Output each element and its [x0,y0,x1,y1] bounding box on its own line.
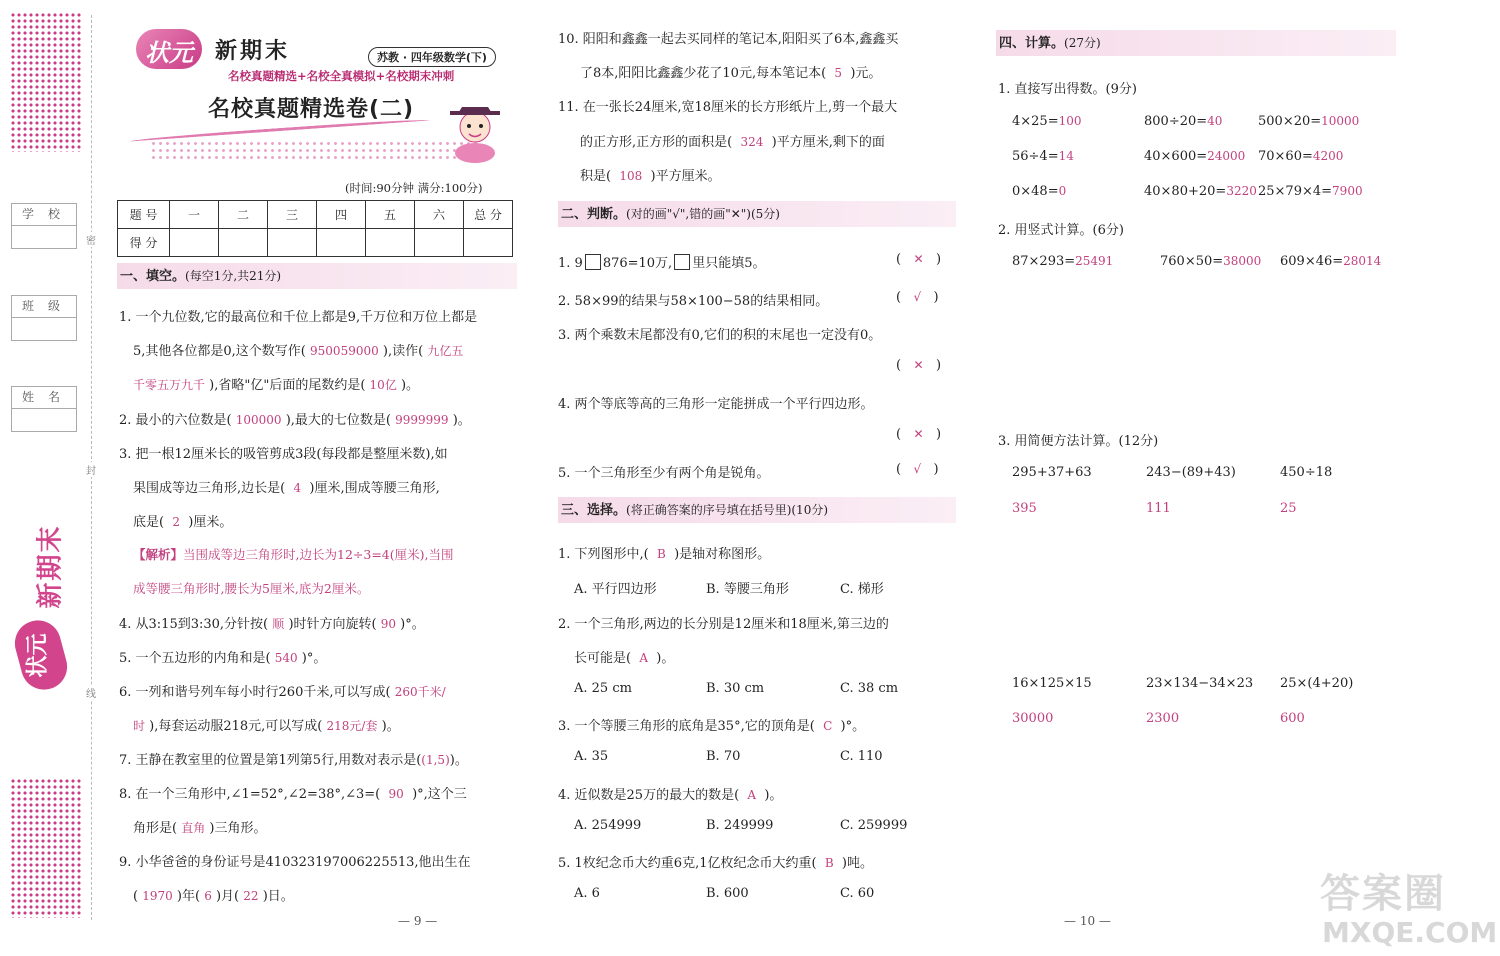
answer: 600 [1280,711,1305,726]
calc-item: 800÷20=40 [1144,114,1223,129]
answer: 100000 [235,413,282,427]
score-cell[interactable] [415,229,464,257]
seal-mark-xian: 线 [86,685,96,700]
choice-option: B. 30 cm [706,681,765,696]
class-field[interactable] [11,295,77,341]
watermark-url: MXQE.COM [1322,916,1498,949]
calc-item: 609×46=28014 [1280,254,1382,269]
q1-line3: 千零五万九千 ),省略"亿"后面的尾数约是( 10亿 )。 [133,378,420,393]
class-label: 班级 [12,296,76,318]
score-row [118,229,513,257]
choice-option: C. 梯形 [840,582,884,597]
calc-item: 4×25=100 [1012,114,1082,129]
answer: 30000 [1012,711,1054,726]
section-2-subtitle: (对的画"√",错的画"✕")(5分) [626,207,780,221]
score-cell[interactable] [317,229,366,257]
choice-option: B. 等腰三角形 [706,582,789,597]
calc-item: 243−(89+43) [1146,465,1236,480]
answer: 90 [388,787,404,801]
calc-item: 760×50=38000 [1160,254,1262,269]
answer: 5 [834,66,843,80]
header-dot-band [150,140,480,162]
choice-option: C. 60 [840,886,875,901]
calc-item: 500×20=10000 [1258,114,1360,129]
tagline: 名校真题精选+名校全真模拟+名校期末冲刺 [228,69,455,83]
answer: 218元/套 [326,719,378,733]
judge-4: 4. 两个等底等高的三角形一定能拼成一个平行四边形。 [558,397,874,412]
answer: 2 [172,515,180,529]
q1-line2: 5,其他各位都是0,这个数写作( 950059000 ),读作( 九亿五 [133,344,464,359]
choice-option: B. 70 [706,749,741,764]
choice-option: A. 35 [574,749,609,764]
q9-line1: 9. 小华爸爸的身份证号是410323197006225513,他出生在 [119,855,471,870]
judge-2-answer: ( √ ) [896,290,939,305]
q3-line1: 3. 把一根12厘米长的吸管剪成3段(每段都是整厘米数),如 [119,447,448,462]
answer: 时 [133,719,146,733]
answer: 324 [740,135,764,149]
answer: 111 [1146,501,1171,516]
paper-title: 名校真题精选卷(二) [208,97,415,122]
answer: 10亿 [369,378,397,392]
logo-text: 状元 [145,39,193,67]
score-table [117,200,513,257]
scholar-mascot-icon [440,95,510,165]
choice-option: A. 25 cm [574,681,632,696]
answer: ✕ [913,427,924,441]
calc-item: 23×134−34×23 [1146,676,1254,691]
judge-5-answer: ( √ ) [896,462,939,477]
name-label: 姓名 [12,387,76,409]
q6-line2: 时 ),每套运动服218元,可以写成( 218元/套 )。 [133,719,400,734]
choice-option: C. 110 [840,749,883,764]
name-field[interactable] [11,386,77,432]
score-header-cell: 四 [317,201,366,229]
section-3-subtitle: (将正确答案的序号填在括号里)(10分) [626,503,829,517]
middle-column [558,28,958,908]
decorative-dot-pattern-bottom [10,778,82,918]
answer: B [657,547,666,561]
left-column [119,306,519,906]
calc-item: 40×80+20=3220 [1144,184,1257,199]
score-cell[interactable] [366,229,415,257]
score-header-cell: 三 [268,201,317,229]
right-column [998,78,1398,758]
school-field[interactable] [11,203,77,249]
choice-option: B. 600 [706,886,749,901]
brand-name: 新期末 [215,39,291,64]
q3-line3: 底是( 2 )厘米。 [133,515,233,530]
answer: 950059000 [310,344,379,358]
q8-line1: 8. 在一个三角形中,∠1=52°,∠2=38°,∠3=( 90 )°,这个三 [119,787,467,802]
section-4-header [996,30,1396,56]
answer: 1970 [142,889,173,903]
choice-option: B. 249999 [706,818,774,833]
calc-item: 40×600=24000 [1144,149,1246,164]
score-cell[interactable] [219,229,268,257]
vertical-brand: 新期末 [35,524,66,609]
answer: √ [913,290,922,304]
section-2-header [558,201,956,227]
score-header-row [118,201,513,229]
q5: 5. 一个五边形的内角和是( 540 )°。 [119,651,327,666]
answer: 25 [1280,501,1297,516]
q3-line2: 果围成等边三角形,边长是( 4 )厘米,围成等腰三角形, [133,481,440,496]
judge-1: 1. 9 876=10万, 里只能填5。 [558,256,766,271]
answer: 108 [619,169,643,183]
q10-line2: 了8本,阳阳比鑫鑫少花了10元,每本笔记本( 5 )元。 [580,66,882,81]
q2: 2. 最小的六位数是( 100000 ),最大的七位数是( 9999999 )。 [119,413,471,428]
choice-option: A. 254999 [574,818,642,833]
answer: (1,5) [421,753,450,767]
choice-2-line2: 长可能是( A )。 [574,651,675,666]
answer: 千零五万九千 [133,378,206,392]
choice-option: A. 6 [574,886,600,901]
blank-box [674,254,690,270]
page-number-right: — 10 — [1064,914,1111,928]
q8-line2: 角形是( 直角 )三角形。 [133,821,267,836]
calc-item: 16×125×15 [1012,676,1092,691]
section-3-header [558,497,956,523]
answer: A [639,651,649,665]
answer: 4 [293,481,302,495]
score-header-cell: 一 [170,201,219,229]
q11-line3: 积是( 108 )平方厘米。 [580,169,721,184]
answer: 90 [380,617,397,631]
calc1-title: 1. 直接写出得数。(9分) [998,82,1137,97]
calc-item: 25×79×4=7900 [1258,184,1363,199]
section-2-title: 二、判断。 [561,207,627,222]
choice-3: 3. 一个等腰三角形的底角是35°,它的顶角是( C )°。 [558,719,866,734]
calc-item: 25×(4+20) [1280,676,1354,691]
calc-item: 70×60=4200 [1258,149,1344,164]
calc3-title: 3. 用简便方法计算。(12分) [998,434,1159,449]
q10-line1: 10. 阳阳和鑫鑫一起去买同样的笔记本,阳阳买了6本,鑫鑫买 [558,32,899,47]
calc-item: 450÷18 [1280,465,1333,480]
score-cell[interactable] [268,229,317,257]
calc-item: 56÷4=14 [1012,149,1074,164]
choice-4: 4. 近似数是25万的最大的数是( A )。 [558,788,783,803]
blank-box [585,254,601,270]
judge-4-answer: ( ✕ ) [896,427,942,442]
score-cell[interactable] [170,229,219,257]
answer: 260千米/ [394,685,446,699]
answer: 540 [274,651,298,665]
q11-line2: 的正方形,正方形的面积是( 324 )平方厘米,剩下的面 [580,135,885,150]
answer: ✕ [913,358,924,372]
score-header-cell: 六 [415,201,464,229]
judge-1-answer: ( ✕ ) [896,252,942,267]
seal-mark-feng: 封 [86,462,96,477]
answer: 22 [243,889,259,903]
edition-badge: 苏教 · 四年级数学(下) [368,47,496,67]
judge-2: 2. 58×99的结果与58×100−58的结果相同。 [558,294,829,309]
score-header-cell: 题 号 [118,201,170,229]
school-label: 学校 [12,204,76,226]
score-header-cell: 五 [366,201,415,229]
choice-2-line1: 2. 一个三角形,两边的长分别是12厘米和18厘米,第三边的 [558,617,889,632]
analysis-line2: 成等腰三角形时,腰长为5厘米,底为2厘米。 [133,581,370,596]
q7: 7. 王静在教室里的位置是第1列第5行,用数对表示是((1,5))。 [119,753,468,768]
watermark-title: 答案圈 [1320,871,1446,917]
calc-item: 87×293=25491 [1012,254,1114,269]
time-info: (时间:90分钟 满分:100分) [345,181,483,195]
decorative-dot-pattern-top [10,12,82,152]
calc-item: 295+37+63 [1012,465,1092,480]
seal-mark-mi: 密 [86,232,96,247]
answer: 6 [204,889,212,903]
section-4-subtitle: (27分) [1064,36,1101,50]
score-header-cell: 总 分 [464,201,513,229]
answer: 九亿五 [427,344,464,358]
judge-3: 3. 两个乘数末尾都没有0,它们的积的末尾也一定没有0。 [558,328,882,343]
q9-line2: ( 1970 )年( 6 )月( 22 )日。 [133,889,294,904]
answer: 2300 [1146,711,1180,726]
page-number-left: — 9 — [398,914,438,928]
answer: √ [913,462,922,476]
calc2-title: 2. 用竖式计算。(6分) [998,223,1124,238]
choice-5: 5. 1枚纪念币大约重6克,1亿枚纪念币大约重( B )吨。 [558,856,873,871]
answer: 9999999 [395,413,449,427]
judge-5: 5. 一个三角形至少有两个角是锐角。 [558,466,770,481]
answer: 直角 [181,821,206,835]
answer: ✕ [913,252,924,266]
choice-option: A. 平行四边形 [574,582,657,597]
choice-option: C. 259999 [840,818,908,833]
analysis-line1: 【解析】当围成等边三角形时,边长为12÷3=4(厘米),当围 [133,547,454,562]
score-row-label: 得 分 [118,229,170,257]
answer: 顺 [272,617,285,631]
section-3-title: 三、选择。 [561,503,627,518]
answer: 395 [1012,501,1037,516]
answer: A [747,788,757,802]
section-1-subtitle: (每空1分,共21分) [185,269,282,283]
judge-3-answer: ( ✕ ) [896,358,942,373]
answer: C [823,719,833,733]
q1-line1: 1. 一个九位数,它的最高位和千位上都是9,千万位和万位上都是 [119,310,478,325]
section-4-title: 四、计算。 [999,36,1065,51]
q11-line1: 11. 在一张长24厘米,宽18厘米的长方形纸片上,剪一个最大 [558,100,898,115]
q4: 4. 从3:15到3:30,分针按( 顺 )时针方向旋转( 90 )°。 [119,617,425,632]
vertical-logo: 状元 [25,633,51,678]
choice-option: C. 38 cm [840,681,899,696]
calc-item: 0×48=0 [1012,184,1067,199]
score-header-cell: 二 [219,201,268,229]
answer: B [824,856,834,870]
section-1-title: 一、填空。 [120,269,186,284]
section-1-header [117,263,517,289]
score-cell[interactable] [464,229,513,257]
choice-1: 1. 下列图形中,( B )是轴对称图形。 [558,547,771,562]
q6-line1: 6. 一列和谐号列车每小时行260千米,可以写成( 260千米/ [119,685,446,700]
